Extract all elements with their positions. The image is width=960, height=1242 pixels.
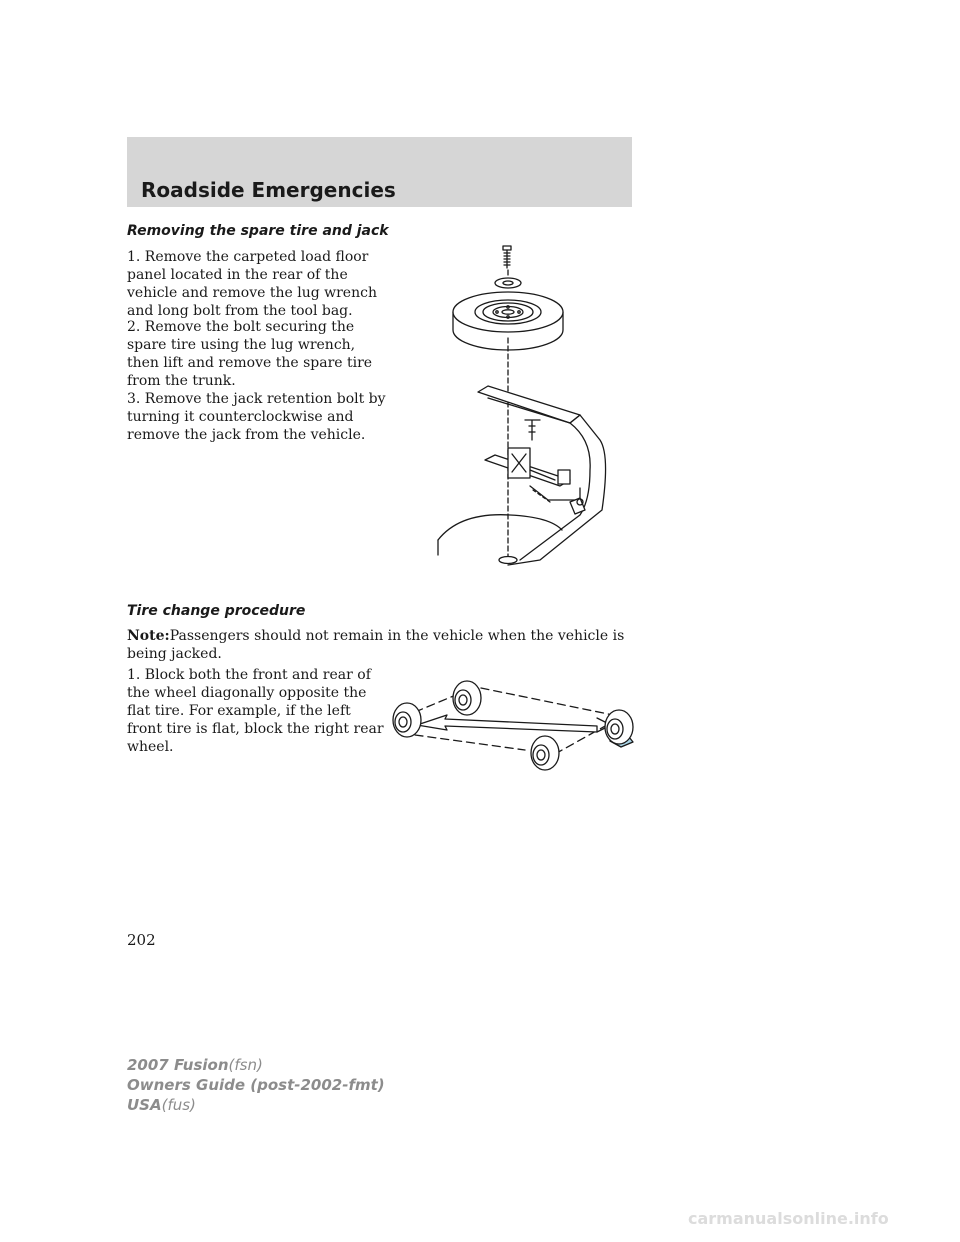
removing-heading: Removing the spare tire and jack xyxy=(127,223,389,239)
procedure-heading: Tire change procedure xyxy=(127,603,306,619)
wheel-rear-left-icon xyxy=(453,681,481,715)
spare-tire-jack-illustration xyxy=(430,240,630,575)
wheel-block-diagram xyxy=(385,670,640,780)
procedure-note: Note:Passengers should not remain in the vehicle when the vehicle is being jacked. xyxy=(127,628,625,662)
diagonal-arrow xyxy=(417,715,597,732)
washer-icon xyxy=(495,278,521,288)
retention-bolt-icon xyxy=(503,246,511,268)
removing-step-2: 2. Remove the bolt securing the spare tire using the lug wrench, then lift and remove the spare tire from the trunk. xyxy=(127,319,373,389)
note-label: Note: xyxy=(127,628,170,644)
watermark: carmanualsonline.info xyxy=(688,1209,889,1228)
procedure-step-1: 1. Block both the front and rear of the wheel diagonally opposite the flat tire. For example, if the left front tire is flat, block the right rear wheel. xyxy=(127,667,384,755)
page-number: 202 xyxy=(127,931,156,949)
removing-step-3: 3. Remove the jack retention bolt by turning it counterclockwise and remove the jack from the vehicle. xyxy=(127,391,386,443)
section-title: Roadside Emergencies xyxy=(141,178,396,202)
removing-step-1: 1. Remove the carpeted load floor panel located in the rear of the vehicle and remove the lug wrench and long bolt from the tool bag. xyxy=(127,249,377,319)
scissor-jack-icon xyxy=(485,420,585,514)
wheel-front-right-icon xyxy=(531,736,559,770)
wheel-rear-right-icon xyxy=(605,710,633,744)
document-footer: 2007 Fusion(fsn) Owners Guide (post-2002-fmt) USA(fus) xyxy=(127,1056,385,1114)
wheel-front-left-icon xyxy=(393,703,421,737)
